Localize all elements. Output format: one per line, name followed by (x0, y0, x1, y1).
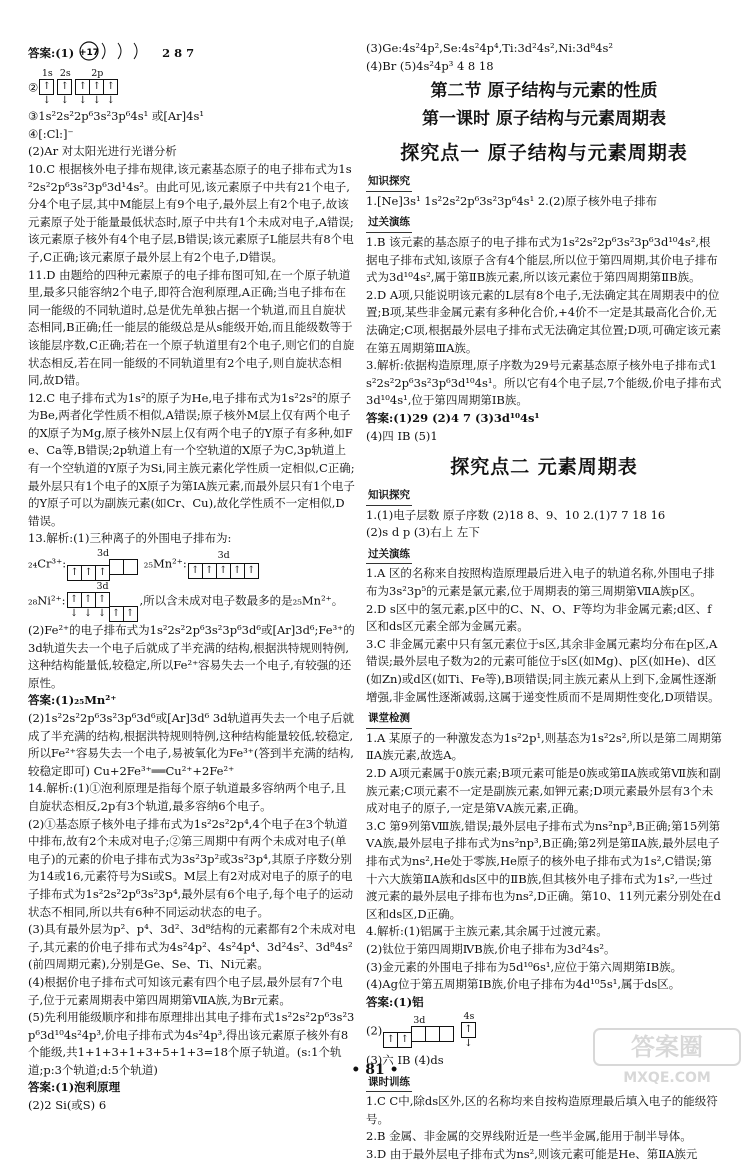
text-line: 1.C C中,除ds区外,区的名称均来自按构造原理最后填入电子的能级符号。 (366, 1094, 718, 1126)
ion-orbital-diagrams: ₂₄Cr³⁺: 3d ↑ ↑ ↑ ₂₅Mn²⁺: 3d ↑ ↑ ↑ ↑ ↑ ₂₈Ni²⁺: 3d ↑↓↑↓↑↓ ↑ ↑,所以含未成对电子数最多的是₂₅Mn²⁺。 (28, 548, 356, 622)
text-line: (3)六 ⅠB (4)ds (366, 1052, 444, 1067)
section-heading: 第二节 原子结构与元素的性质 (430, 81, 658, 102)
text-line: 2.D s区中的氢元素,p区中的C、N、O、F等均为非金属元素;d区、f区和ds区元素全部为金属元素。 (366, 601, 712, 634)
text-line: 答案:(1)29 (2)4 7 (3)3d¹⁰4s¹ (366, 410, 540, 425)
answer-label: 答案:(1) (28, 45, 75, 60)
text-line: 1.[Ne]3s¹ 1s²2s²2p⁶3s²3p⁶4s¹ 2.(2)原子核外电子排布 (366, 193, 658, 208)
text-line: 3.D 由于最外层电子排布式为ns²,则该元素可能是He、第ⅡA族元 (366, 1146, 698, 1161)
left-column (28, 40, 356, 1115)
text-line: 2.D A项,只能说明该元素的L层有8个电子,无法确定其在周期表中的位置;B项,某些非金属元素有多种化合价,+4价不一定是其最高化合价,无法确定;C项,根据最外层电子排布式无法确定其位置;D项,可确定该元素在第五周期第ⅢA族。 (366, 287, 722, 355)
text-line: (3)具有最外层为p²、p⁴、3d²、3d⁸结构的元素都有2个未成对电子,其元素的价电子排布式为4s²4p²、4s²4p⁴、3d²4s²、3d⁸4s²(前四周期元素),分别是Ge、Se、Ti、Ni元素。 (28, 922, 356, 972)
answer-13: 13.解析:(1)三种离子的外围电子排布为: (28, 531, 232, 546)
text-line: ③1s²2s²2p⁶3s²3p⁶4s¹ 或[Ar]4s¹ (28, 109, 204, 124)
text-line: 3.C 非金属元素中只有氢元素位于s区,其余非金属元素均分布在p区,A错误;最外层电子数为2的元素可能位于s区(如Mg)、p区(如He)、d区(如Zn)或d区(如Ti、Fe等),B项错误;同主族元素从上到下,金属性逐渐增强,非金属性逐渐减弱,这属于递变性质而不是周期性变化,D项错误。 (366, 636, 720, 704)
topic-heading: 探究点二 元素周期表 (450, 456, 638, 479)
answer-11: 11.D 由题给的四种元素原子的电子排布图可知,在一个原子轨道里,最多只能容纳2个电子,即符合泡利原理,A正确;当电子排布在同一能级的不同轨道时,总是优先单独占据一个轨道,而且自旋状态相同,B正确;任一能层的能级总是从s能级开始,而且能级数等于该能层序数,C正确;若在一个原子轨道里有2个电子,则它们的自旋状态相反,若在同一能级的不同轨道里有2个电子,则自旋状态相同,故D错。 (28, 267, 355, 388)
text-line: 3.解析:依据构造原理,原子序数为29号元素基态原子核外电子排布式1s²2s²2p⁶3s²3p⁶3d¹⁰4s¹。所以它有4个电子层,7个能级,价电子排布式3d¹⁰4s¹,位于第四周期第ⅠB族。 (366, 358, 722, 408)
electron-shells: 2 8 7 (162, 45, 195, 60)
orbital-diagram-cl: ② 1s ↑↓ 2s ↑↓ 2p ↑↓↑↓↑↓ (28, 68, 356, 109)
answer-12: 12.C 电子排布式为1s²的原子为He,电子排布式为1s²2s²的原子为Be,两者化学性质不相似,A错误;原子核外M层上仅有两个电子的X原子为Mg,原子核外N层上仅有两个电子的Y原子有多种,如Fe、Ca等,B错误;2p轨道上有一个空轨道的X原子为C,3p轨道上有一个空轨道的Y原子为Si,同主族元素化学性质一定相似,C正确;最外层只有1个电子的X原子为第ⅠA族元素,而最外层只有1个电子的Y原子可以为副族元素(如Cr、Cu),故化学性质不一定相似,D错误。 (28, 390, 355, 528)
text-line: (4)四 ⅠB (5)1 (366, 428, 438, 443)
text-line: 4.解析:(1)铝属于主族元素,其余属于过渡元素。 (366, 924, 608, 939)
right-column (366, 40, 722, 1163)
subsection-label: 过关演练 (366, 214, 412, 233)
text-line: 1.(1)电子层数 原子序数 (2)18 8、9、10 2.(1)7 7 18 16 (366, 507, 666, 522)
text-line: (2)s d p (3)右上 左下 (366, 525, 480, 540)
text-line: 1.B 该元素的基态原子的电子排布式为1s²2s²2p⁶3s²3p⁶3d¹⁰4s²,根据电子排布式知,该原子含有4个能层,所以位于第四周期,其价电子排布式为3d¹⁰4s²,属于第ⅡB族元素,所以该元素位于第四周期第ⅡB族。 (366, 234, 718, 285)
page-number: • 81 • (351, 1062, 399, 1078)
text-line: 2.D A项元素属于0族元素;B项元素可能是0族或第ⅡA族或第Ⅶ族和副族元素;C项元素不一定是副族元素,如钾元素;D项元素最外层有3个未成对电子的原子,一定是第ⅤA族元素,正确。 (366, 766, 721, 816)
svg-text:MXQE.COM: MXQE.COM (623, 1070, 711, 1086)
lesson-heading: 第一课时 原子结构与元素周期表 (422, 109, 666, 130)
text-line: 1.A 区的名称来自按照构造原理最后进入电子的轨道名称,外围电子排布为3s²3p⁵的元素是氯元素,位于周期表的第三周期第ⅦA族p区。 (366, 566, 715, 599)
text-line: 答案:(1)铝 (366, 994, 424, 1009)
text-line: 答案:(1)泡利原理 (28, 1080, 121, 1095)
text-line: (2)2 Si(或S) 6 (28, 1098, 107, 1113)
subsection-label: 过关演练 (366, 546, 412, 565)
text-line: (4)根据价电子排布式可知该元素有四个电子层,最外层有7个电子,位于元素周期表中第四周期第ⅦA族,为Br元素。 (28, 974, 343, 1007)
subsection-label: 课堂检测 (366, 710, 412, 729)
text-line: (2)Ar 对太阳光进行光谱分析 (28, 144, 177, 159)
text-line: (4)Ag位于第五周期第ⅠB族,价电子排布为4d¹⁰5s¹,属于ds区。 (366, 977, 681, 992)
text-line: 答案:(1)₂₅Mn²⁺ (28, 693, 117, 708)
svg-text:答案圈: 答案圈 (631, 1033, 703, 1061)
text-line: (4)Br (5)4s²4p³ 4 8 18 (366, 58, 494, 73)
subsection-label: 知识探究 (366, 173, 412, 192)
text-line: (2)Fe²⁺的电子排布式为1s²2s²2p⁶3s²3p⁶3d⁶或[Ar]3d⁶;Fe³⁺的3d轨道失去一个电子后就成了半充满的结构,根据洪特规则特例,这种结构能量低,较稳定,所以Fe²⁺容易失去一个电子,有较强的还原性。 (28, 623, 355, 690)
answer-14: 14.解析:(1)①泡利原理是指每个原子轨道最多容纳两个电子,且自旋状态相反,2p有3个轨道,最多容纳6个电子。 (28, 781, 347, 813)
atom-structure-diagram (78, 40, 158, 68)
answer-line-atom (28, 40, 356, 68)
svg-text:+17: +17 (79, 48, 100, 58)
topic-heading: 探究点一 原子结构与元素周期表 (400, 142, 688, 165)
text-line: (3)Ge:4s²4p²,Se:4s²4p⁴,Ti:3d²4s²,Ni:3d⁸4s² (366, 41, 613, 55)
text-line: 1.A 某原子的一种激发态为1s²2p¹,则基态为1s²2s²,所以是第二周期第ⅡA族元素,故选A。 (366, 730, 723, 763)
text-line: 2.B 金属、非金属的交界线附近是一些半金属,能用于制半导体。 (366, 1129, 692, 1144)
text-line: (2)钛位于第四周期ⅣB族,价电子排布为3d²4s²。 (366, 941, 616, 956)
text-line: ④[:Cl:]⁻ (28, 126, 74, 141)
text-line: (5)先利用能级顺序和排布原理排出其电子排布式1s²2s²2p⁶3s²3p⁶3d¹⁰4s²4p³,价电子排布式为4s²4p³,得出该元素原子核外有8个能级,共1+1+3+1+3+5+1+3=18个原子轨道。(s:1个轨道;p:3个轨道;d:5个轨道) (28, 1010, 355, 1077)
answer-10: 10.C 根据核外电子排布规律,该元素基态原子的电子排布式为1s²2s²2p⁶3s²3p⁶3d¹4s²。由此可见,该元素原子中共有21个电子,分4个电子层,其中M能层上有9个电子,最外层上有2个电子,故该元素原子处于能量最低状态时,原子中共有1个未成对电子,A错误;该元素原子核外有4个电子层,B错误;该元素原子L能层共有8个电子,C正确;该元素原子最外层上有2个电子,D错误。 (28, 161, 354, 264)
text-line: (2)1s²2s²2p⁶3s²3p⁶3d⁶或[Ar]3d⁶ 3d轨道再失去一个电子后就成了半充满的结构,根据洪特规则特例,这种结构能量较低,较稳定,所以Fe²⁺容易失去一个电子,易被氧化为Fe³⁺(答到半充满的结构,较稳定即可) Cu+2Fe³⁺══Cu²⁺+2Fe²⁺ (28, 711, 355, 778)
subsection-label: 知识探究 (366, 487, 412, 506)
text-line: (2)①基态原子核外电子排布式为1s²2s²2p⁴,4个电子在3个轨道中排布,故有2个未成对电子;②第三周期中有两个未成对电子(单电子)的元素的价电子排布式为3s²3p²或3s²3p⁴,其原子序数分别为14或16,元素符号为Si或S。M层上有2对成对电子的原子的电子排布式为1s²2s²2p⁶3s²3p⁴,最外层有6个电子,每个电子的运动状态不相同,所以共有6种不同运动状态的电子。 (28, 816, 354, 919)
subsection-label: 课时训练 (366, 1074, 412, 1093)
watermark-logo (592, 1025, 742, 1087)
orbital-diagram-ti: (2) 3d ↑ ↑ 4s ↑↓ (366, 1011, 475, 1050)
text-line: (3)金元素的外围电子排布为5d¹⁰6s¹,应位于第六周期第ⅠB族。 (366, 959, 683, 974)
text-line: 3.C 第9列第Ⅷ族,错误;最外层电子排布式为ns²np³,B正确;第15列第ⅤA族,最外层电子排布式为ns²np³,B正确;第2列是第ⅡA族,最外层电子排布式为ns²,He处于零族,He原子的核外电子排布式为1s²,C错误;第十六大族第ⅡA族和ds区中的ⅡB族,但其核外电子排布式为1s²,一些过渡元素的最外层电子排布也为ns²,D正确。第10、11列元素分别处在d区和ds区,D正确。 (366, 818, 721, 921)
